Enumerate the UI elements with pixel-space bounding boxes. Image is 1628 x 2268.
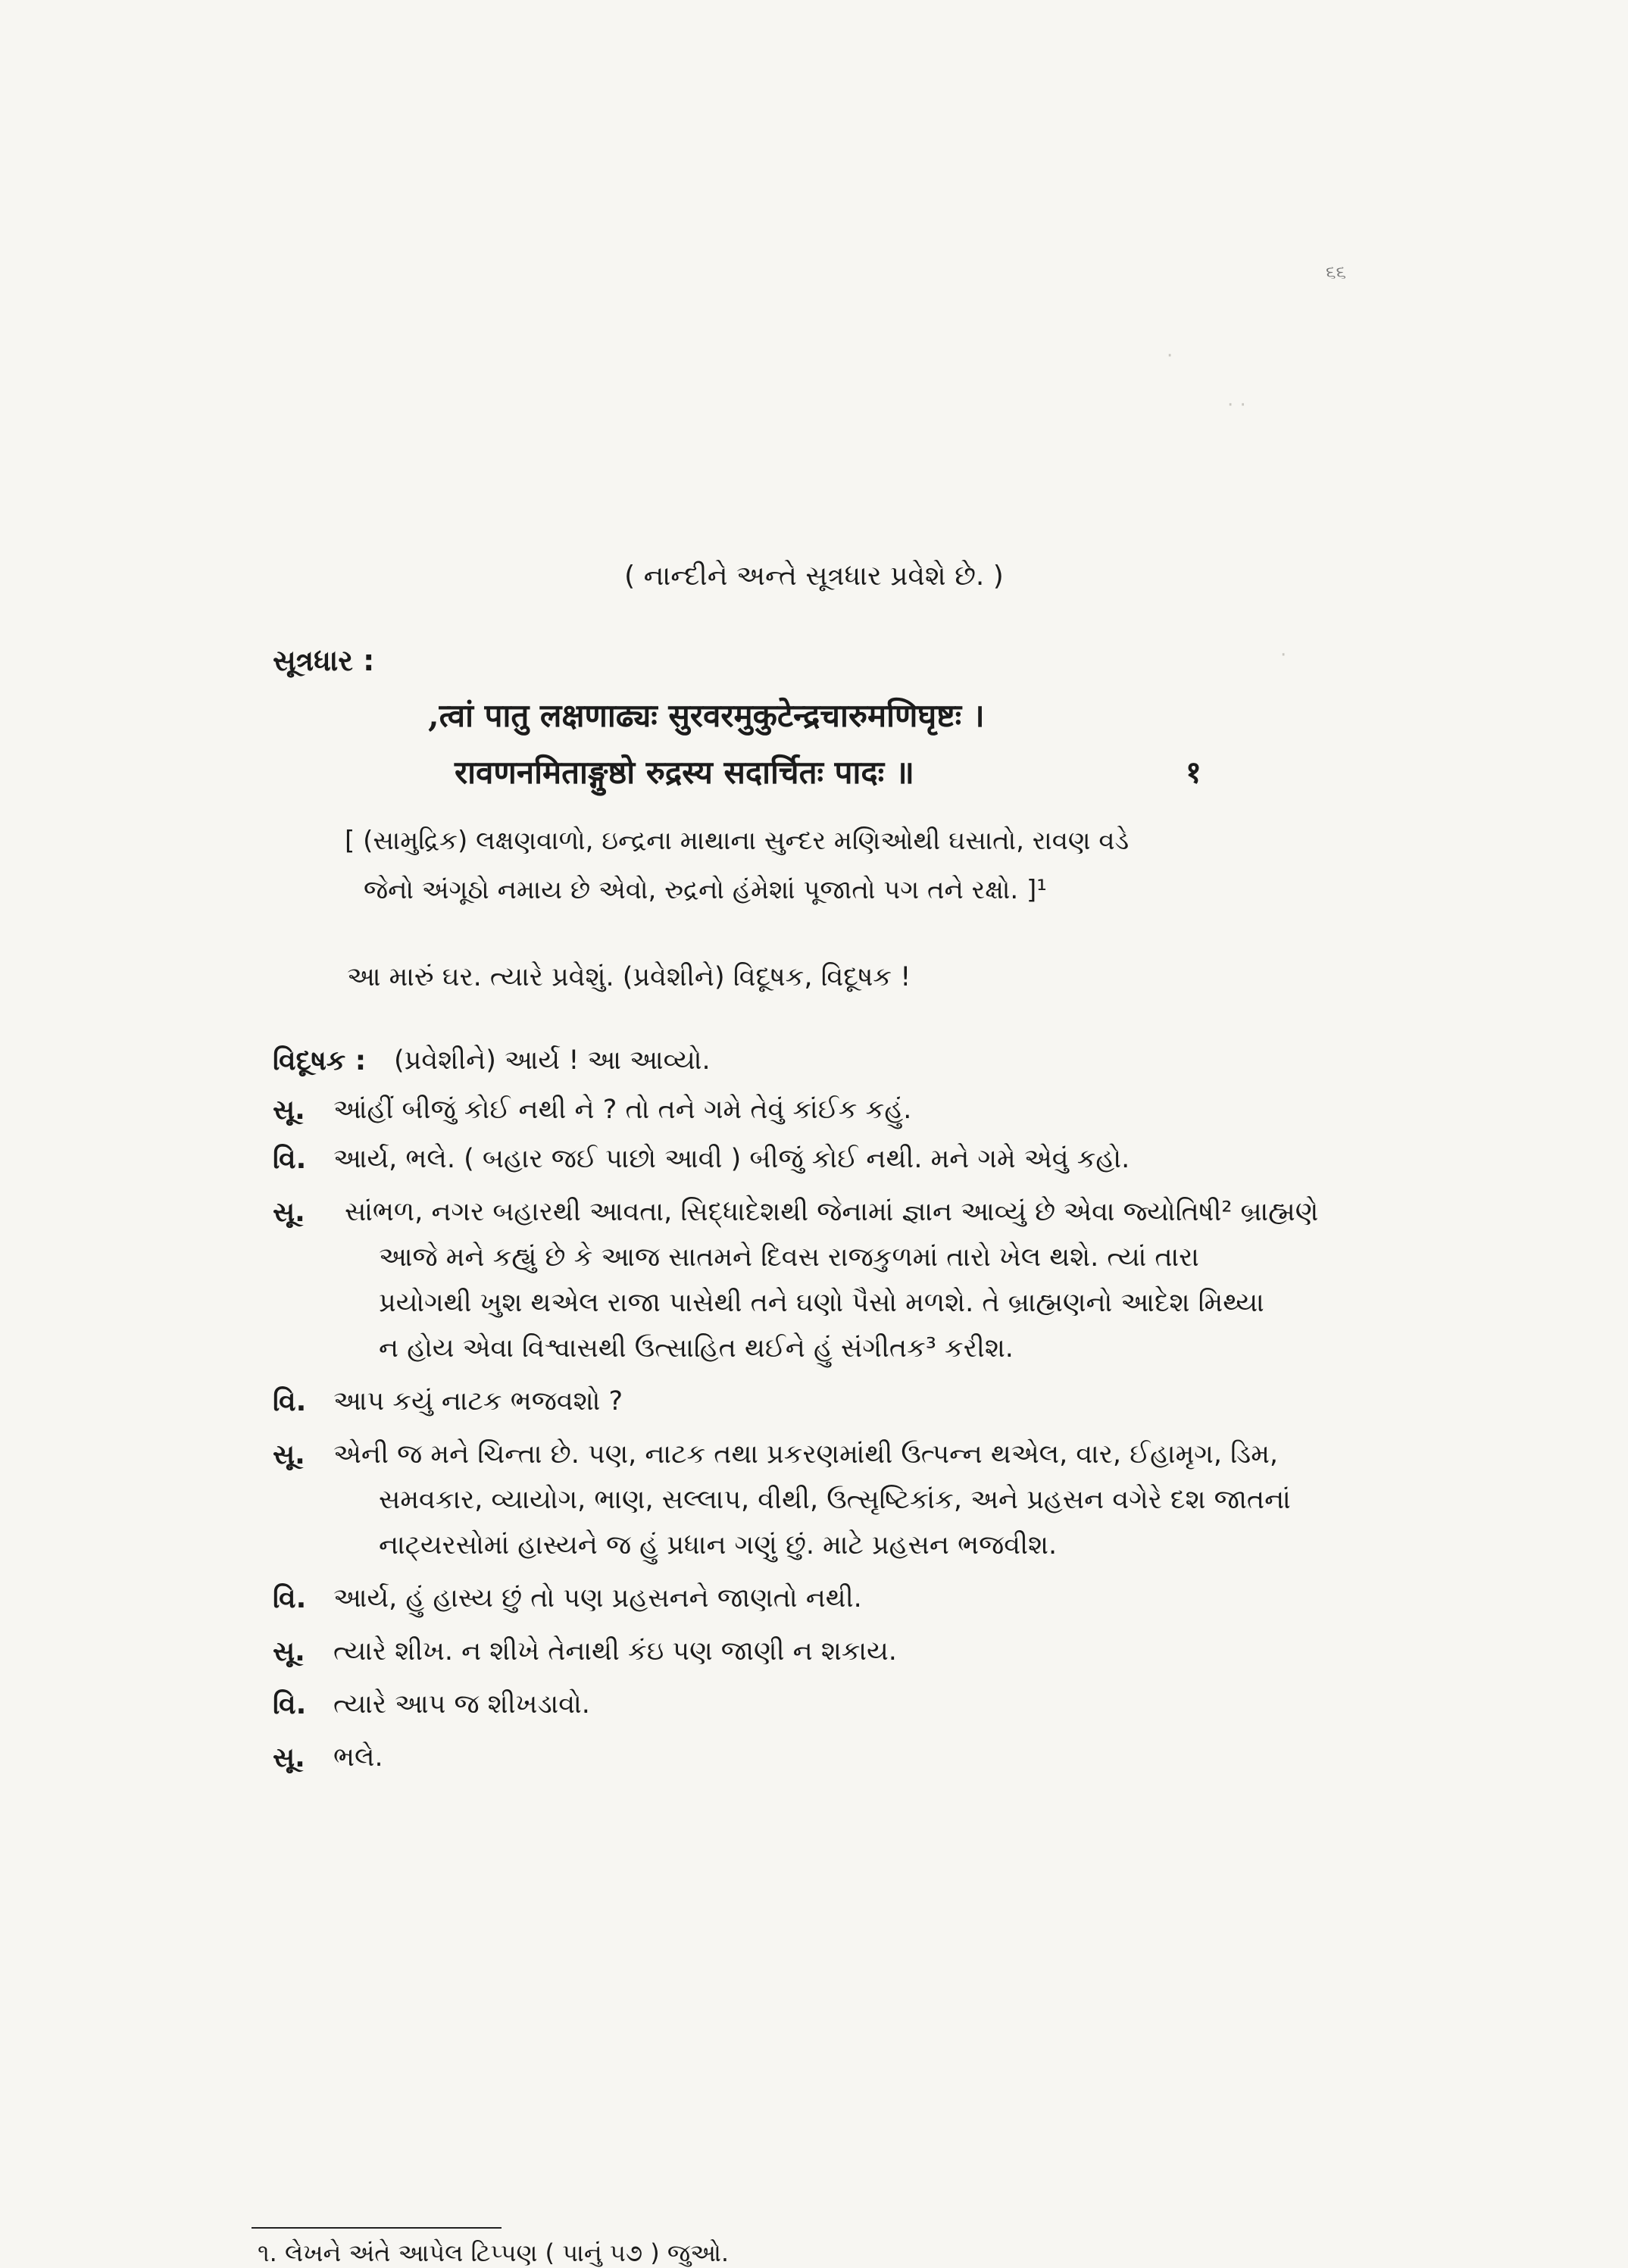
opening-speaker: સૂત્રધાર : [273,644,375,677]
dialogue-line: નાટ્યરસોમાં હાસ્યને જ હું પ્રધાન ગણું છું. માટે પ્રહસન ભજવીશ. [379,1530,1058,1560]
translation-line-1: [ (સામુદ્રિક) લક્ષણવાળો, ઇન્દ્રના માથાના સુન્દર મણિઓથી ઘસાતો, રાવણ વડે [345,826,1130,856]
footnote-divider [252,2227,502,2229]
dialogue-line: ભલે. [333,1742,383,1773]
bleed-through-mark: · [1167,345,1173,367]
verse-line-2: रावणनमिताङ्गुष्ठो रुद्रस्य सदार्चितः पादः ॥ [455,754,914,791]
dialogue-line: ન હોય એવા વિશ્વાસથી ઉત્સાહિત થઈને હું સંગીતક³ કરીશ. [379,1333,1014,1364]
dialogue-line: આપ કયું નાટક ભજવશો ? [333,1386,623,1417]
intro-line: આ મારું ઘર. ત્યારે પ્રવેશું. (પ્રવેશીને) વિદૂષક, વિદૂષક ! [347,962,911,992]
dialogue-line: ત્યારે શીખ. ન શીખે તેનાથી કંઇ પણ જાણી ન શકાય. [333,1636,897,1667]
bleed-through-mark: · · [1227,394,1246,417]
speaker-label: સૂ. [273,1636,305,1667]
dialogue-line: આજે મને કહ્યું છે કે આજ સાતમને દિવસ રાજકુળમાં તારો ખેલ થશે. ત્યાં તારા [379,1242,1199,1273]
speaker-label: સૂ. [273,1095,305,1126]
dialogue-line: આર્ય, ભલે. ( બહાર જઈ પાછો આવી ) બીજું કોઈ નથી. મને ગમે એવું કહો. [333,1144,1130,1174]
speaker-label: સૂ. [273,1439,305,1470]
dialogue-line: ત્યારે આપ જ શીખડાવો. [333,1689,590,1720]
verse-line-1: ,त्वां पातु लक्षणाढ्यः सुरवरमुकुटेन्द्रचारुमणिघृष्टः । [428,697,985,734]
verse-number: १ [1186,754,1201,790]
speaker-label: સૂ. [273,1742,305,1773]
speaker-label: વિ. [273,1583,307,1614]
bleed-through-mark: · [1280,644,1287,667]
page-number: ૬૬ [1326,261,1346,283]
speaker-label: વિ. [273,1386,307,1417]
dialogue-line: સાંભળ, નગર બહારથી આવતા, સિદ્ધાદેશથી જેનામાં જ્ઞાન આવ્યું છે એવા જ્યોતિષી² બ્રાહ્મણે [345,1197,1319,1227]
dialogue-line: એની જ મને ચિન્તા છે. પણ, નાટક તથા પ્રકરણમાંથી ઉત્પન્ન થએલ, વાર, ઈહામૃગ, ડિમ, [333,1439,1279,1470]
speaker-label: સૂ. [273,1197,305,1228]
footnote: ૧. લેખને અંતે આપેલ ટિપ્પણ ( પાનું ૫૭ ) જુઓ. [258,2238,730,2267]
dialogue-line: (પ્રવેશીને) આર્ય ! આ આવ્યો. [394,1045,711,1076]
dialogue-line: આંહીં બીજું કોઈ નથી ને ? તો તને ગમે તેવું કાંઈક કહું. [333,1095,912,1125]
translation-line-2: જેનો અંગૂઠો નમાય છે એવો, રુદ્રનો હંમેશાં પૂજાતો પગ તને રક્ષો. ]¹ [364,875,1047,905]
dialogue-line: સમવકાર, વ્યાયોગ, ભાણ, સલ્લાપ, વીથી, ઉત્સૃષ્ટિકાંક, અને પ્રહસન વગેરે દશ જાતનાં [379,1485,1291,1515]
dialogue-line: પ્રયોગથી ખુશ થએલ રાજા પાસેથી તને ઘણો પૈસો મળશે. તે બ્રાહ્મણનો આદેશ મિથ્યા [379,1288,1264,1318]
stage-direction: ( નાન્દીને અન્તે સૂત્રધાર પ્રવેશે છે. ) [624,561,1004,592]
speaker-label: વિ. [273,1689,307,1720]
speaker-label: વિ. [273,1144,307,1175]
speaker-label: વિદૂષક : [273,1045,367,1076]
dialogue-line: આર્ય, હું હાસ્ય છું તો પણ પ્રહસનને જાણતો નથી. [333,1583,862,1614]
